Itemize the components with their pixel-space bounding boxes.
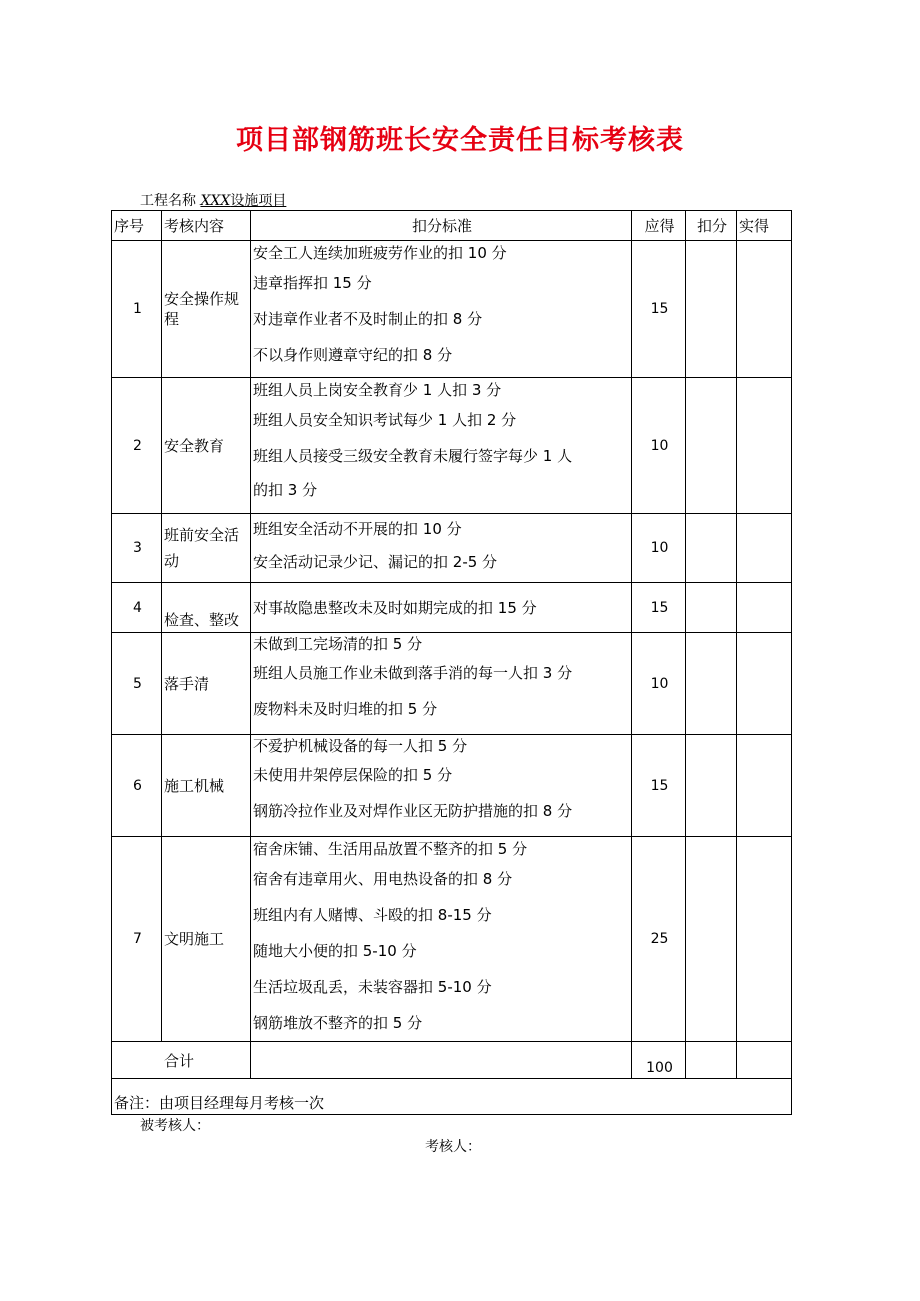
row-actual-cell[interactable] (737, 735, 792, 837)
row-actual-cell[interactable] (737, 241, 792, 378)
total-actual-cell[interactable] (737, 1042, 792, 1079)
table-row (112, 241, 792, 378)
header-should: 应得 (632, 211, 686, 241)
table-row (112, 378, 792, 514)
row-criteria (251, 735, 632, 837)
criteria-line: 不以身作则遵章守纪的扣 8 分 (253, 346, 453, 364)
header-no: 序号 (112, 211, 162, 241)
criteria-line: 班组人员施工作业未做到落手消的每一人扣 3 分 (253, 664, 573, 682)
row-criteria (251, 583, 632, 633)
row-no: 3 (112, 514, 162, 583)
criteria-line: 不爱护机械设备的每一人扣 5 分 (253, 737, 468, 755)
total-label-cell (112, 1042, 251, 1079)
row-actual-cell[interactable] (737, 583, 792, 633)
row-deduct-cell[interactable] (686, 378, 737, 514)
row-score: 10 (632, 633, 686, 735)
row-score: 10 (632, 378, 686, 514)
row-deduct-cell[interactable] (686, 837, 737, 1042)
total-criteria-cell (251, 1042, 632, 1079)
header-criteria: 扣分标准 (251, 211, 632, 241)
total-deduct-cell[interactable] (686, 1042, 737, 1079)
row-no: 6 (112, 735, 162, 837)
criteria-line: 班组人员安全知识考试每少 1 人扣 2 分 (253, 411, 517, 429)
criteria-line: 安全活动记录少记、漏记的扣 2-5 分 (253, 553, 498, 571)
criteria-line: 未做到工完场清的扣 5 分 (253, 635, 423, 653)
project-label: 工程名称 (140, 193, 196, 209)
criteria-line: 班组内有人赌博、斗殴的扣 8-15 分 (253, 906, 492, 924)
total-score: 100 (632, 1042, 686, 1079)
criteria-line: 宿舍有违章用火、用电热设备的扣 8 分 (253, 870, 513, 888)
project-name: XXX设施项目 (200, 193, 287, 209)
criteria-line: 班组人员上岗安全教育少 1 人扣 3 分 (253, 381, 502, 399)
row-item: 文明施工 (162, 837, 251, 1042)
table-row (112, 735, 792, 837)
row-deduct-cell[interactable] (686, 241, 737, 378)
row-item: 落手清 (162, 633, 251, 735)
row-deduct-cell[interactable] (686, 514, 737, 583)
row-no: 1 (112, 241, 162, 378)
header-deduct: 扣分 (686, 211, 737, 241)
row-criteria (251, 514, 632, 583)
row-item: 安全教育 (162, 378, 251, 514)
total-row (112, 1042, 792, 1079)
criteria-line: 班组安全活动不开展的扣 10 分 (253, 520, 462, 538)
header-row (112, 211, 792, 241)
criteria-line: 对违章作业者不及时制止的扣 8 分 (253, 310, 483, 328)
header-actual: 实得 (737, 211, 792, 241)
criteria-line: 钢筋堆放不整齐的扣 5 分 (253, 1014, 423, 1032)
project-name-line (140, 190, 286, 210)
assessee-label: 被考核人： (140, 1118, 210, 1134)
row-criteria (251, 378, 632, 514)
row-score: 25 (632, 837, 686, 1042)
criteria-line: 生活垃圾乱丢，未装容器扣 5-10 分 (253, 978, 492, 996)
row-score: 10 (632, 514, 686, 583)
row-no: 5 (112, 633, 162, 735)
criteria-line: 未使用井架停层保险的扣 5 分 (253, 766, 453, 784)
criteria-line: 钢筋冷拉作业及对焊作业区无防护措施的扣 8 分 (253, 802, 573, 820)
table-row (112, 583, 792, 633)
total-label: 合计 (164, 1051, 195, 1070)
criteria-line: 违章指挥扣 15 分 (253, 274, 372, 292)
criteria-line: 班组人员接受三级安全教育未履行签字每少 1 人 (253, 447, 573, 465)
row-item: 检查、整改 (162, 583, 251, 633)
criteria-line: 宿舍床铺、生活用品放置不整齐的扣 5 分 (253, 840, 528, 858)
table-row (112, 837, 792, 1042)
header-item: 考核内容 (162, 211, 251, 241)
table-row (112, 514, 792, 583)
row-actual-cell[interactable] (737, 837, 792, 1042)
row-item: 施工机械 (162, 735, 251, 837)
row-no: 2 (112, 378, 162, 514)
criteria-line: 废物料未及时归堆的扣 5 分 (253, 700, 438, 718)
row-criteria (251, 837, 632, 1042)
note-row (112, 1079, 792, 1115)
row-deduct-cell[interactable] (686, 735, 737, 837)
row-item: 班前安全活动 (162, 514, 251, 583)
assessor-label: 考核人： (425, 1139, 481, 1155)
row-deduct-cell[interactable] (686, 583, 737, 633)
page-title: 项目部钢筋班长安全责任目标考核表 (236, 125, 684, 156)
row-actual-cell[interactable] (737, 378, 792, 514)
assessment-table (111, 210, 792, 1115)
row-score: 15 (632, 735, 686, 837)
table-row (112, 633, 792, 735)
criteria-line: 安全工人连续加班疲劳作业的扣 10 分 (253, 244, 507, 262)
row-item: 安全操作规程 (162, 241, 251, 378)
row-actual-cell[interactable] (737, 633, 792, 735)
note-text: 备注：由项目经理每月考核一次 (112, 1079, 792, 1115)
row-deduct-cell[interactable] (686, 633, 737, 735)
row-no: 7 (112, 837, 162, 1042)
row-score: 15 (632, 241, 686, 378)
row-actual-cell[interactable] (737, 514, 792, 583)
criteria-line: 对事故隐患整改未及时如期完成的扣 15 分 (253, 598, 537, 617)
row-criteria (251, 633, 632, 735)
criteria-line: 随地大小便的扣 5-10 分 (253, 942, 417, 960)
row-no: 4 (112, 583, 162, 633)
row-criteria (251, 241, 632, 378)
criteria-line: 的扣 3 分 (253, 481, 318, 499)
row-score: 15 (632, 583, 686, 633)
